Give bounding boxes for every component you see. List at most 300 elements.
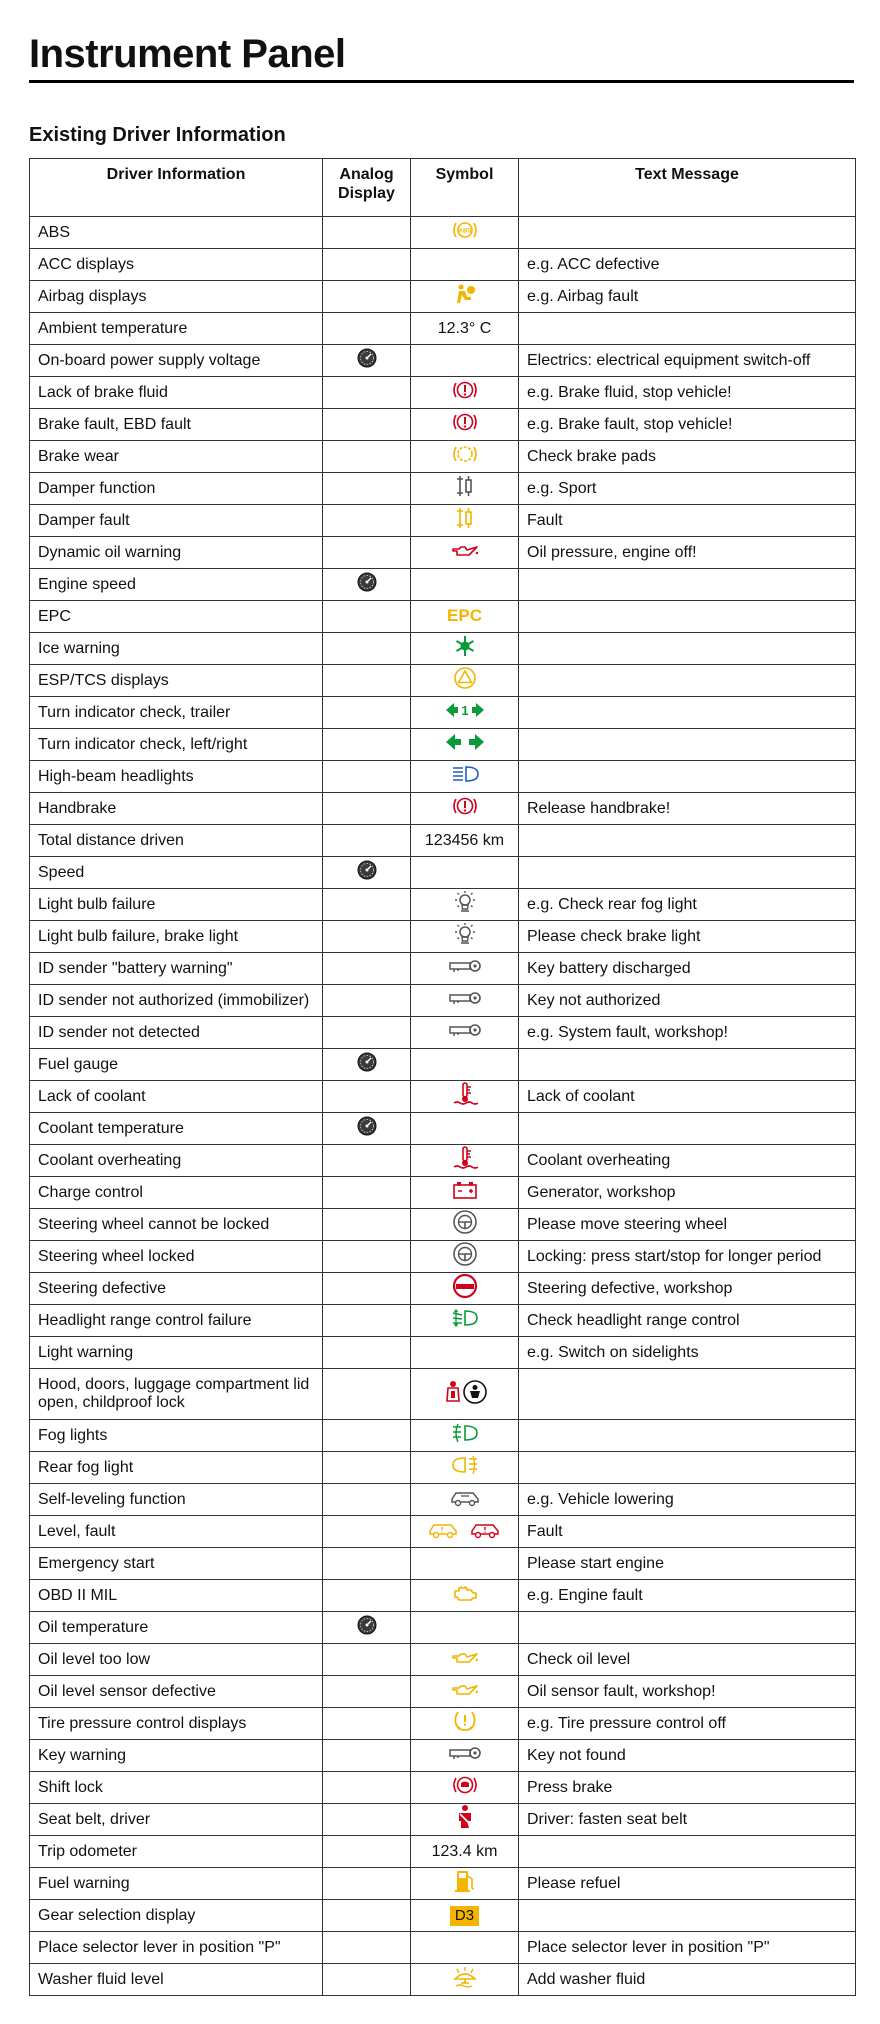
key-icon [448,990,482,1006]
table-row [30,473,856,505]
driver-information-cell: On-board power supply voltage [30,345,323,377]
table-row [30,953,856,985]
driver-information-cell: Ice warning [30,633,323,665]
driver-information-cell: Coolant overheating [30,1145,323,1177]
symbol-cell [411,441,519,473]
analog-display-cell [323,1964,411,1996]
analog-display-cell [323,857,411,889]
driver-information-cell: Oil level too low [30,1644,323,1676]
driver-information-cell: OBD II MIL [30,1580,323,1612]
driver-information-cell: Rear fog light [30,1452,323,1484]
driver-information-cell: Ambient temperature [30,313,323,345]
driver-information-cell: Hood, doors, luggage compartment lid open, childproof lock [30,1369,323,1420]
symbol-cell [411,409,519,441]
text-message-cell [519,665,856,697]
symbol-cell [411,1177,519,1209]
table-row [30,665,856,697]
driver-information-cell: Damper fault [30,505,323,537]
car-level-fault-icon [427,1519,503,1539]
car-level-icon [449,1487,481,1507]
driver-information-table [29,158,856,1996]
table-row [30,1017,856,1049]
text-message-cell: Generator, workshop [519,1177,856,1209]
symbol-cell [411,1548,519,1580]
driver-information-cell: Steering wheel cannot be locked [30,1209,323,1241]
driver-information-cell: Fuel warning [30,1868,323,1900]
analog-display-cell [323,665,411,697]
table-row [30,633,856,665]
key-icon [448,1745,482,1761]
header-text-message: Text Message [519,159,856,217]
driver-information-cell: Self-leveling function [30,1484,323,1516]
analog-display-cell [323,825,411,857]
analog-gauge-icon [357,1052,377,1077]
table-row [30,1113,856,1145]
driver-information-cell: Light bulb failure [30,889,323,921]
driver-information-cell: Seat belt, driver [30,1804,323,1836]
symbol-cell [411,1452,519,1484]
driver-information-cell: Speed [30,857,323,889]
text-message-cell [519,569,856,601]
symbol-cell [411,1305,519,1337]
analog-display-cell [323,409,411,441]
table-row [30,1548,856,1580]
text-message-cell [519,825,856,857]
coolant-icon [452,1081,478,1107]
analog-display-cell [323,249,411,281]
text-message-cell: Lack of coolant [519,1081,856,1113]
symbol-cell [411,1081,519,1113]
brake-pad-icon [451,443,479,465]
driver-information-cell: EPC [30,601,323,633]
driver-information-cell: Light warning [30,1337,323,1369]
symbol-cell [411,1612,519,1644]
headlight-range-icon [451,1308,479,1328]
table-header-row [30,159,856,217]
svg-text:1: 1 [460,703,469,718]
text-message-cell: Place selector lever in position "P" [519,1932,856,1964]
analog-display-cell [323,793,411,825]
text-message-cell: Key not found [519,1740,856,1772]
text-message-cell [519,217,856,249]
symbol-cell [411,1337,519,1369]
symbol-cell [411,1804,519,1836]
symbol-value: 123.4 km [431,1842,498,1860]
driver-information-cell: Dynamic oil warning [30,537,323,569]
text-message-cell: Check brake pads [519,441,856,473]
symbol-cell [411,569,519,601]
text-message-cell [519,633,856,665]
oil-can-icon [450,1648,480,1666]
symbol-cell [411,505,519,537]
analog-gauge-icon [357,1615,377,1640]
battery-icon [451,1180,479,1200]
analog-display-cell [323,1017,411,1049]
analog-display-cell [323,761,411,793]
symbol-cell [411,825,519,857]
abs-icon [451,220,479,240]
text-message-cell: e.g. Sport [519,473,856,505]
text-message-cell: Add washer fluid [519,1964,856,1996]
analog-display-cell [323,569,411,601]
analog-display-cell [323,1932,411,1964]
text-message-cell: Electrics: electrical equipment switch-off [519,345,856,377]
table-row [30,1836,856,1868]
analog-display-cell [323,1305,411,1337]
table-row [30,889,856,921]
esp-triangle-icon [452,666,478,690]
analog-display-cell [323,697,411,729]
bulb-failure-icon [452,922,478,946]
driver-information-cell: Oil level sensor defective [30,1676,323,1708]
symbol-cell [411,537,519,569]
text-message-cell: Please move steering wheel [519,1209,856,1241]
table-row [30,1337,856,1369]
text-message-cell: Release handbrake! [519,793,856,825]
table-row [30,313,856,345]
driver-information-cell: Place selector lever in position "P" [30,1932,323,1964]
text-message-cell [519,761,856,793]
symbol-cell [411,1241,519,1273]
table-row [30,601,856,633]
oil-can-icon [450,1680,480,1698]
symbol-cell [411,761,519,793]
table-row [30,441,856,473]
table-row [30,217,856,249]
table-row [30,1964,856,1996]
table-row [30,985,856,1017]
steering-wheel-icon [452,1209,478,1235]
text-message-cell [519,1612,856,1644]
analog-gauge-icon [357,860,377,885]
driver-information-cell: Key warning [30,1740,323,1772]
analog-display-cell [323,1900,411,1932]
analog-display-cell [323,1241,411,1273]
header-symbol: Symbol [411,159,519,217]
driver-information-cell: Oil temperature [30,1612,323,1644]
driver-information-cell: Gear selection display [30,1900,323,1932]
analog-display-cell [323,1113,411,1145]
symbol-cell [411,601,519,633]
table-row [30,281,856,313]
text-message-cell: Fault [519,505,856,537]
symbol-value: 123456 km [424,831,505,849]
header-analog-display: Analog Display [323,159,411,217]
text-message-cell: e.g. Check rear fog light [519,889,856,921]
analog-display-cell [323,1209,411,1241]
text-message-cell: Locking: press start/stop for longer period [519,1241,856,1273]
steering-defective-icon [452,1273,478,1299]
analog-gauge-icon [357,572,377,597]
washer-fluid-icon [451,1965,479,1989]
table-row [30,1676,856,1708]
symbol-cell [411,889,519,921]
analog-display-cell [323,1516,411,1548]
table-row [30,1273,856,1305]
table-row [30,409,856,441]
analog-display-cell [323,1452,411,1484]
symbol-cell [411,249,519,281]
symbol-cell [411,1900,519,1932]
section-title: Existing Driver Information [29,124,286,146]
symbol-cell [411,1516,519,1548]
analog-display-cell [323,473,411,505]
symbol-cell [411,313,519,345]
analog-display-cell [323,1580,411,1612]
driver-information-cell: Lack of coolant [30,1081,323,1113]
symbol-cell [411,985,519,1017]
analog-display-cell [323,985,411,1017]
table-row [30,1932,856,1964]
driver-information-cell: Turn indicator check, trailer [30,697,323,729]
analog-display-cell [323,281,411,313]
symbol-cell [411,1644,519,1676]
symbol-cell [411,1868,519,1900]
symbol-cell [411,345,519,377]
table-row [30,921,856,953]
brake-warning-icon [451,411,479,433]
table-body [30,217,856,1996]
text-message-cell [519,1049,856,1081]
epc-icon: EPC [447,606,482,625]
airbag-icon [453,283,477,305]
text-message-cell: Driver: fasten seat belt [519,1804,856,1836]
table-row [30,697,856,729]
driver-information-cell: Tire pressure control displays [30,1708,323,1740]
text-message-cell: e.g. Vehicle lowering [519,1484,856,1516]
turn-indicator-icon [445,733,485,751]
analog-display-cell [323,1740,411,1772]
analog-display-cell [323,1484,411,1516]
symbol-cell [411,377,519,409]
svg-text:ABS: ABS [458,228,471,235]
text-message-cell [519,1900,856,1932]
text-message-cell: Key battery discharged [519,953,856,985]
table-row [30,1209,856,1241]
gear-display-icon: D3 [450,1906,479,1926]
text-message-cell: e.g. Brake fluid, stop vehicle! [519,377,856,409]
symbol-cell [411,1932,519,1964]
table-row [30,569,856,601]
fuel-pump-icon [453,1868,477,1894]
analog-display-cell [323,921,411,953]
analog-display-cell [323,1612,411,1644]
symbol-cell [411,1836,519,1868]
coolant-icon [452,1145,478,1171]
driver-information-cell: Charge control [30,1177,323,1209]
table-row [30,1740,856,1772]
text-message-cell: Coolant overheating [519,1145,856,1177]
table-row [30,537,856,569]
symbol-value: 12.3° C [437,319,492,337]
rear-fog-light-icon [451,1455,479,1475]
table-row [30,1612,856,1644]
driver-information-cell: Total distance driven [30,825,323,857]
driver-information-cell: ID sender not authorized (immobilizer) [30,985,323,1017]
analog-display-cell [323,537,411,569]
analog-display-cell [323,1145,411,1177]
analog-display-cell [323,1177,411,1209]
driver-information-cell: Airbag displays [30,281,323,313]
symbol-cell [411,473,519,505]
analog-display-cell [323,1420,411,1452]
driver-information-cell: Coolant temperature [30,1113,323,1145]
brake-warning-icon [451,379,479,401]
analog-gauge-icon [357,1116,377,1141]
text-message-cell [519,1113,856,1145]
driver-information-cell: Fog lights [30,1420,323,1452]
table-row [30,1772,856,1804]
damper-icon [454,506,476,530]
driver-information-cell: ESP/TCS displays [30,665,323,697]
analog-display-cell [323,1676,411,1708]
analog-display-cell [323,505,411,537]
symbol-cell [411,1484,519,1516]
symbol-cell [411,665,519,697]
turn-indicator-trailer-icon [445,701,485,719]
symbol-cell [411,1145,519,1177]
text-message-cell: Key not authorized [519,985,856,1017]
driver-information-cell: Emergency start [30,1548,323,1580]
analog-display-cell [323,1049,411,1081]
analog-display-cell [323,313,411,345]
analog-display-cell [323,953,411,985]
text-message-cell: e.g. Engine fault [519,1580,856,1612]
table-row [30,1868,856,1900]
text-message-cell: Please start engine [519,1548,856,1580]
text-message-cell [519,1369,856,1420]
table-row [30,505,856,537]
analog-display-cell [323,377,411,409]
driver-information-cell: Damper function [30,473,323,505]
analog-display-cell [323,1868,411,1900]
driver-information-cell: Engine speed [30,569,323,601]
analog-display-cell [323,345,411,377]
key-icon [448,958,482,974]
driver-information-cell: Fuel gauge [30,1049,323,1081]
text-message-cell: Oil pressure, engine off! [519,537,856,569]
driver-information-cell: Handbrake [30,793,323,825]
symbol-cell [411,1049,519,1081]
table-row [30,1516,856,1548]
text-message-cell [519,313,856,345]
driver-information-cell: Light bulb failure, brake light [30,921,323,953]
text-message-cell [519,601,856,633]
text-message-cell: e.g. Brake fault, stop vehicle! [519,409,856,441]
table-row [30,377,856,409]
driver-information-cell: Lack of brake fluid [30,377,323,409]
symbol-cell [411,1369,519,1420]
symbol-cell [411,1580,519,1612]
driver-information-cell: Washer fluid level [30,1964,323,1996]
text-message-cell: Please refuel [519,1868,856,1900]
symbol-cell [411,953,519,985]
table-row [30,1804,856,1836]
driver-information-cell: Brake wear [30,441,323,473]
symbol-cell [411,697,519,729]
bulb-failure-icon [452,890,478,914]
seat-belt-icon [453,1804,477,1830]
text-message-cell [519,1420,856,1452]
tire-pressure-icon [452,1709,478,1733]
table-row [30,793,856,825]
symbol-cell [411,1964,519,1996]
oil-can-icon [450,541,480,559]
table-row [30,249,856,281]
title-divider [29,80,854,83]
driver-information-cell: ID sender not detected [30,1017,323,1049]
analog-display-cell [323,441,411,473]
table-row [30,1145,856,1177]
text-message-cell: Press brake [519,1772,856,1804]
table-row [30,1177,856,1209]
driver-information-cell: ID sender "battery warning" [30,953,323,985]
symbol-cell [411,1708,519,1740]
table-row [30,729,856,761]
brake-warning-icon [451,795,479,817]
text-message-cell [519,1836,856,1868]
text-message-cell: e.g. ACC defective [519,249,856,281]
table-row [30,1708,856,1740]
fog-light-icon [451,1423,479,1443]
analog-display-cell [323,1804,411,1836]
table-row [30,1369,856,1420]
shift-lock-icon [451,1774,479,1796]
text-message-cell: Steering defective, workshop [519,1273,856,1305]
symbol-cell [411,1113,519,1145]
analog-display-cell [323,1369,411,1420]
driver-information-cell: High-beam headlights [30,761,323,793]
analog-display-cell [323,601,411,633]
analog-display-cell [323,633,411,665]
text-message-cell: Check oil level [519,1644,856,1676]
table-row [30,1484,856,1516]
analog-display-cell [323,729,411,761]
snowflake-icon [454,635,476,657]
text-message-cell: e.g. System fault, workshop! [519,1017,856,1049]
driver-information-cell: Brake fault, EBD fault [30,409,323,441]
symbol-cell [411,857,519,889]
page-title: Instrument Panel [29,32,346,76]
symbol-cell [411,729,519,761]
analog-display-cell [323,1708,411,1740]
table-row [30,345,856,377]
table-row [30,1241,856,1273]
table-row [30,1900,856,1932]
text-message-cell [519,1452,856,1484]
driver-information-cell: Shift lock [30,1772,323,1804]
analog-display-cell [323,1337,411,1369]
analog-display-cell [323,889,411,921]
symbol-cell [411,1273,519,1305]
door-childlock-icon [442,1379,488,1405]
analog-display-cell [323,1772,411,1804]
table-row [30,1580,856,1612]
text-message-cell: Oil sensor fault, workshop! [519,1676,856,1708]
key-icon [448,1022,482,1038]
table-row [30,1452,856,1484]
table-row [30,1305,856,1337]
text-message-cell: Check headlight range control [519,1305,856,1337]
symbol-cell [411,1740,519,1772]
driver-information-cell: Headlight range control failure [30,1305,323,1337]
symbol-cell [411,1676,519,1708]
analog-display-cell [323,1644,411,1676]
high-beam-icon [451,765,479,783]
analog-display-cell [323,1081,411,1113]
analog-display-cell [323,1548,411,1580]
symbol-cell [411,633,519,665]
